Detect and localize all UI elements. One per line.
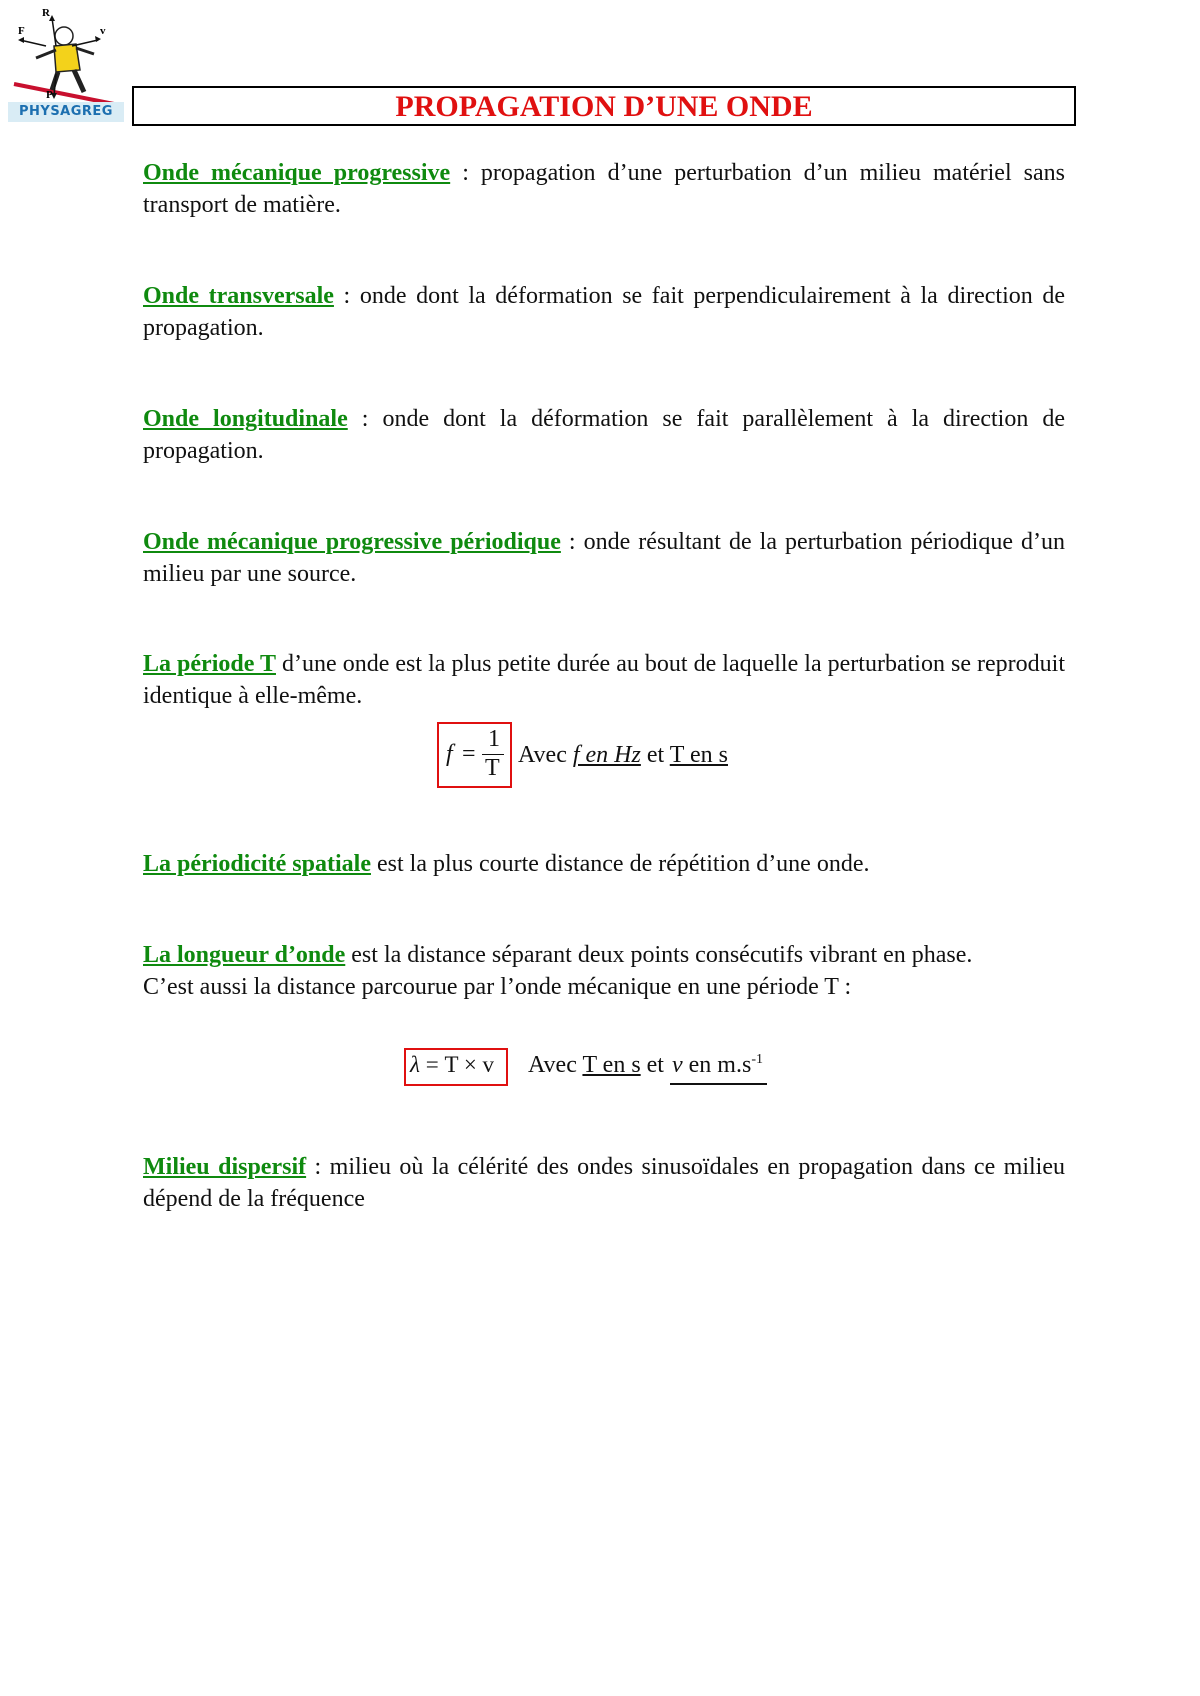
definition-milieu-dispersif (143, 1151, 1065, 1215)
formula-wavelength-units (528, 1052, 767, 1085)
term: Onde longitudinale (143, 406, 348, 432)
v-unit-exponent: -1 (751, 1052, 763, 1067)
vector-v-label: v (100, 25, 106, 37)
term: Milieu dispersif (143, 1154, 307, 1180)
definition-text: d’une onde est la plus petite durée au bout de laquelle la perturbation se reproduit identique à elle-même. (143, 651, 1065, 709)
t-unit: T en s (669, 742, 728, 768)
formula-numerator: 1 (488, 726, 500, 752)
definition-text: : onde dont la déformation se fait parallèlement à la direction de propagation. (143, 406, 1066, 464)
v-unit-text: en m.s (688, 1052, 752, 1078)
avec-label: Avec (518, 742, 567, 768)
definition-onde-mecanique-progressive (143, 157, 1065, 221)
definition-text-2: C’est aussi la distance parcourue par l’onde mécanique en une période T : (143, 974, 852, 1000)
vector-p-label: P (46, 89, 53, 101)
skier-illustration-icon (6, 6, 122, 106)
term: Onde mécanique progressive (143, 160, 451, 186)
logo (6, 6, 122, 120)
vector-r-label: R (42, 7, 50, 19)
definition-onde-transversale (143, 280, 1065, 344)
page-title: PROPAGATION D’UNE ONDE (395, 90, 813, 123)
definition-text: : onde dont la déformation se fait perpendiculairement à la direction de propagation. (143, 283, 1066, 341)
definition-text: : onde résultant de la perturbation périodique d’un milieu par une source. (143, 529, 1065, 587)
logo-brand: PHYSAGREG (8, 102, 124, 122)
lambda-symbol: λ (410, 1052, 420, 1077)
definition-text: : milieu où la célérité des ondes sinusoïdales en propagation dans ce milieu dépend de la fréquence (143, 1154, 1065, 1212)
formula-frequency-units (518, 742, 728, 769)
formula-denominator: T (485, 755, 500, 781)
et-label: et (646, 1052, 664, 1078)
definition-onde-longitudinale (143, 403, 1065, 467)
term: Onde mécanique progressive périodique (143, 529, 561, 555)
title-box (132, 86, 1076, 126)
t-unit: T en s (582, 1052, 641, 1078)
formula-lhs: f (446, 741, 453, 767)
definition-text: est la distance séparant deux points consécutifs vibrant en phase. (345, 942, 973, 968)
et-label: et (646, 742, 665, 768)
term: La périodicité spatiale (143, 851, 371, 877)
formula-equals: = (462, 741, 476, 767)
definition-onde-periodique (143, 526, 1065, 590)
v-symbol: v (671, 1052, 683, 1078)
formula-frequency (445, 727, 507, 783)
vector-f-label: F (18, 25, 25, 37)
term: La longueur d’onde (143, 942, 346, 968)
avec-label: Avec (528, 1052, 577, 1078)
formula-expression: = T × v (425, 1052, 495, 1077)
definition-periodicite-spatiale (143, 848, 1065, 880)
term: Onde transversale (143, 283, 334, 309)
formula-wavelength (410, 1052, 494, 1078)
definition-text: : propagation d’une perturbation d’un milieu matériel sans transport de matière. (143, 160, 1065, 218)
v-unit (670, 1052, 767, 1085)
definition-periode (143, 648, 1065, 712)
term: La période T (143, 651, 276, 677)
definition-longueur-onde (143, 939, 1065, 1003)
definition-text: est la plus courte distance de répétition d’une onde. (370, 851, 870, 877)
f-unit: f en Hz (572, 742, 641, 768)
